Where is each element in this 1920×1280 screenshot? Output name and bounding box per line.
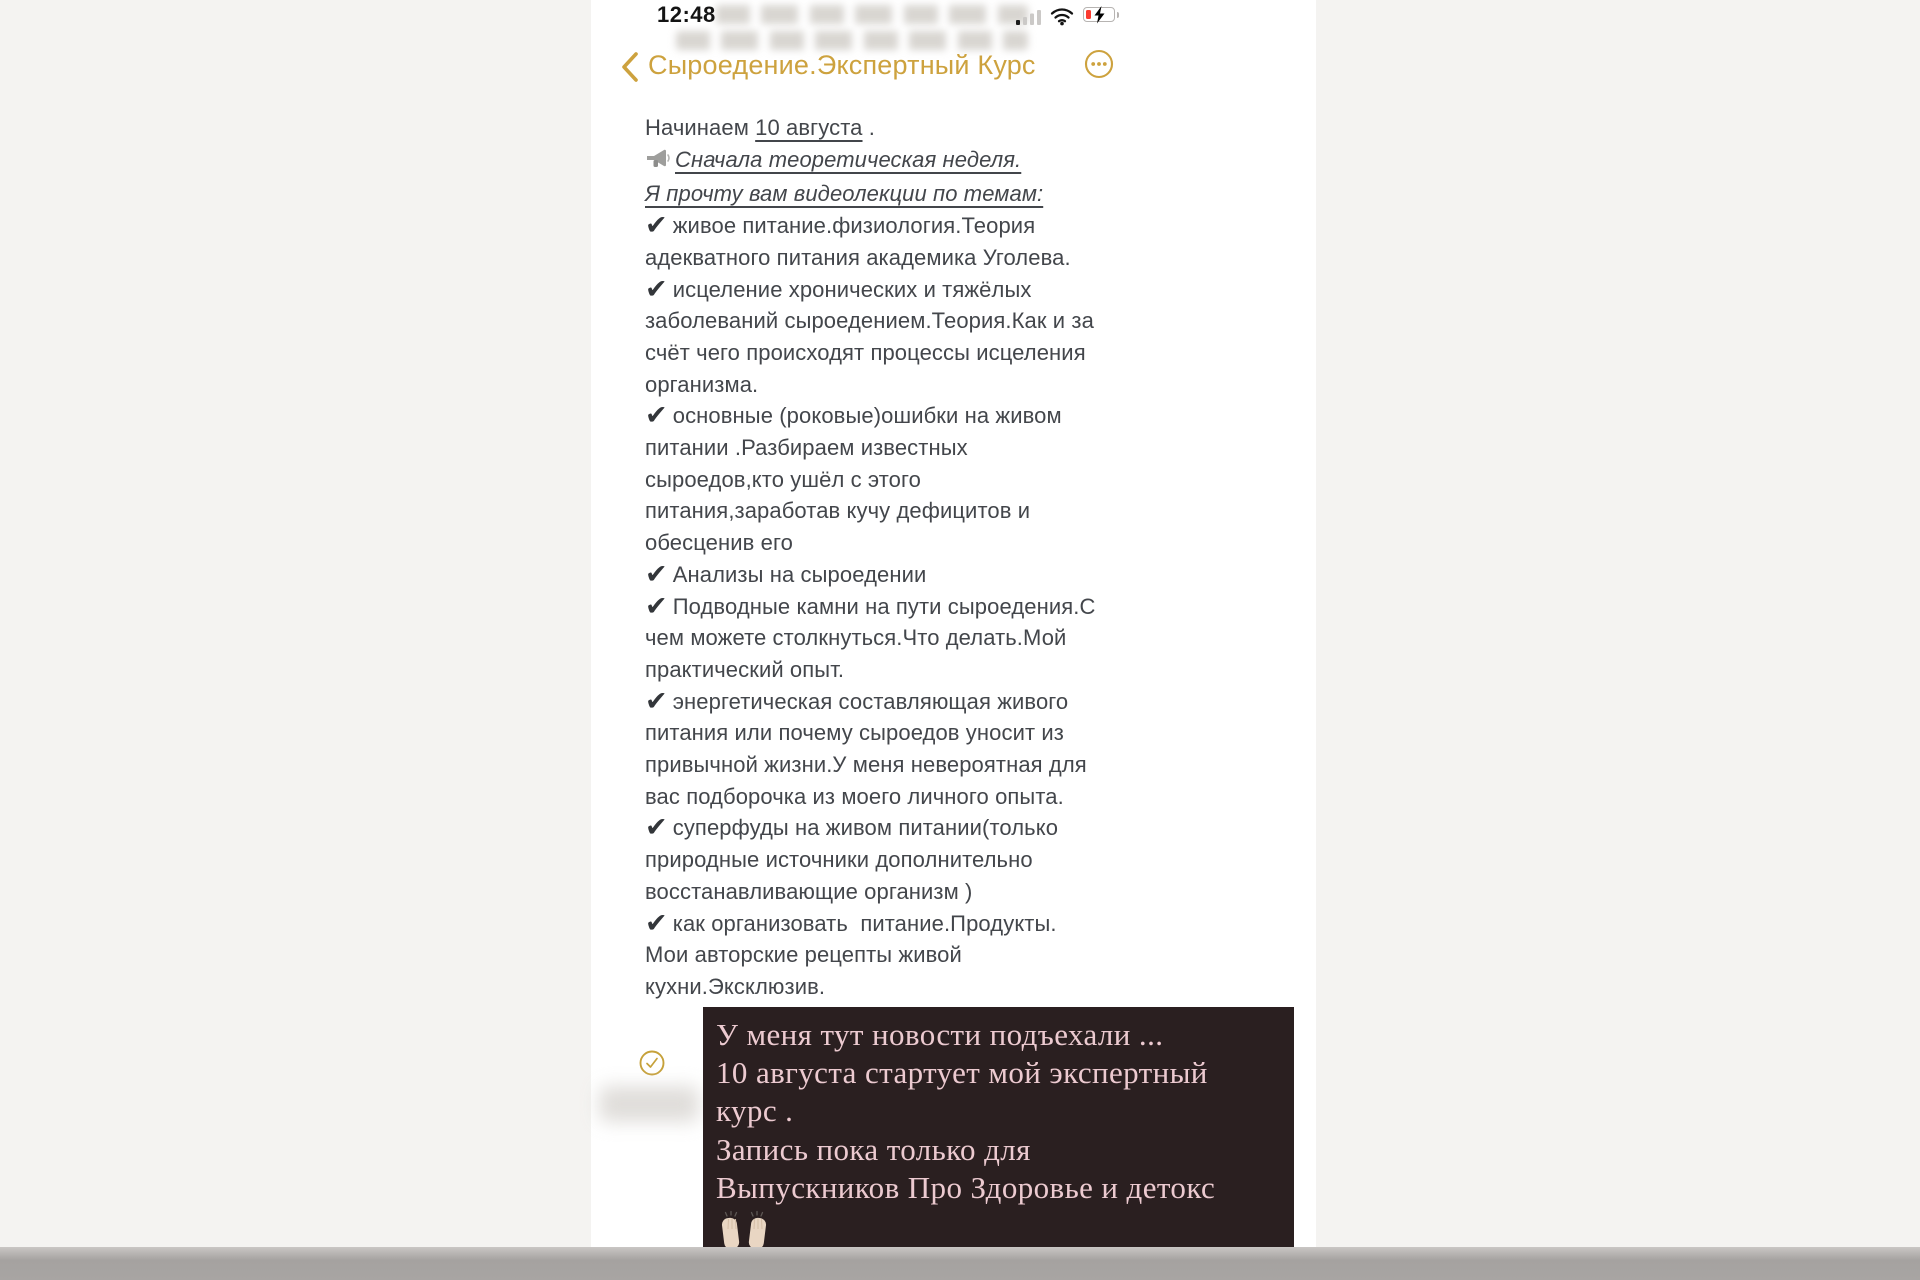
message-line [645,971,1135,1003]
message-line-text: суперфуды на живом питании(только [672,815,1059,841]
message-line-text: исцеление хронических и тяжёлых [672,276,1032,302]
blurred-background-text [676,31,1028,50]
heavy-check-icon: ✔ [645,907,668,939]
image-text-line: Выпускников Про Здоровье и детокс [716,1169,1216,1205]
check-circle-icon [638,1049,666,1077]
message-line [645,717,1135,749]
message-line-text: основные (роковые)ошибки на живом [672,403,1062,429]
heavy-check-icon: ✔ [645,685,668,717]
message-line-text: энергетическая составляющая живого [672,688,1069,714]
image-text-line: Запись пока только для [716,1131,1031,1167]
charging-bolt-icon [1093,6,1106,24]
message-line-text: сыроедов,кто ушёл с этого [645,466,921,492]
cell-signal-icon [1016,7,1042,26]
message-line [645,559,1135,591]
blurred-background-text [599,1086,699,1122]
message-line [645,464,1135,496]
message-line-text: счёт чего происходят процессы исцеления [645,339,1086,365]
message-line [645,527,1135,559]
battery-level-low [1086,10,1091,19]
message-line [645,749,1135,781]
battery-charging-icon [1083,7,1115,22]
message-line-text: восстанавливающие организм ) [645,878,973,904]
heavy-check-icon: ✔ [645,812,668,844]
message-line [645,781,1135,813]
more-menu-button[interactable] [1083,48,1115,80]
message-line-text: как организовать питание.Продукты. [672,910,1057,936]
message-line-text: питания,заработав кучу дефицитов и [645,498,1031,524]
message-line [645,495,1135,527]
message-line [645,305,1135,337]
message-line-text: живое питание.физиология.Теория [672,213,1036,239]
message-line [645,844,1135,876]
wifi-icon [1050,7,1074,26]
message-line [645,178,1135,210]
message-line-text: Начинаем [645,115,756,140]
message-line-text: чем можете столкнуться.Что делать.Мой [645,625,1067,651]
message-line-text: природные источники дополнительно [645,847,1033,873]
megaphone-icon [645,147,671,179]
message-line [645,274,1135,306]
message-line-text: привычной жизни.У меня невероятная для [645,752,1087,778]
heavy-check-icon: ✔ [645,558,668,590]
message-line [645,908,1135,940]
phone-screen [591,0,1316,1280]
message-line-text: кухни.Эксклюзив. [645,973,826,999]
message-line-text: обесценив его [645,530,793,556]
heavy-check-icon: ✔ [645,273,668,305]
message-line-text: Подводные камни на пути сыроедения.С [672,593,1096,619]
image-text-line: 10 августа стартует мой экспертный [716,1055,1208,1091]
message-line [645,242,1135,274]
message-line [645,400,1135,432]
message-line [645,622,1135,654]
back-button[interactable] [620,50,640,84]
chat-title[interactable]: Сыроедение.Экспертный Курс [648,50,1036,80]
heavy-check-icon: ✔ [645,210,668,242]
message-line [645,686,1135,718]
image-text-line: У меня тут новости подъехали ... [716,1017,1164,1052]
message-line-text: Я прочту вам видеолекции по темам: [645,181,1044,207]
message-line-text: питании .Разбираем известных [645,435,968,461]
message-line-text: адекватного питания академика Уголева. [645,244,1071,270]
message-line [645,337,1135,369]
message-line [645,876,1135,908]
message-line [645,939,1135,971]
message-line [645,591,1135,623]
message-line [645,210,1135,242]
message-line-text: питания или почему сыроедов уносит из [645,720,1064,746]
message-line-text: заболеваний сыроедением.Теория.Как и за [645,308,1094,334]
message-line [645,144,1135,179]
message-line-text: Мои авторские рецепты живой [645,942,962,968]
message-line-text: практический опыт. [645,656,845,682]
message-line [645,812,1135,844]
message-lines [645,144,1135,1003]
message-line-text: вас подборочка из моего личного опыта. [645,783,1064,809]
message-line [645,654,1135,686]
heavy-check-icon: ✔ [645,400,668,432]
message-line [645,369,1135,401]
heavy-check-icon: ✔ [645,590,668,622]
raised-hands-icon [718,1209,770,1247]
message-line-text: организма. [645,371,759,397]
image-text-block [716,1016,1294,1207]
message-line [645,432,1135,464]
message-line-text: Анализы на сыроедении [672,561,927,587]
status-time: 12:48 [657,2,716,27]
image-text-line: курс . [716,1093,794,1129]
message-body [645,112,1135,1003]
course-announcement-image[interactable] [703,1007,1294,1247]
message-line: Начинаем 10 августа . [645,115,875,140]
blurred-background-text [716,5,1028,24]
bottom-gradient-band [0,1247,1920,1280]
underlined-date: 10 августа [755,115,863,140]
message-line-text: Сначала теоретическая неделя. [675,146,1022,172]
